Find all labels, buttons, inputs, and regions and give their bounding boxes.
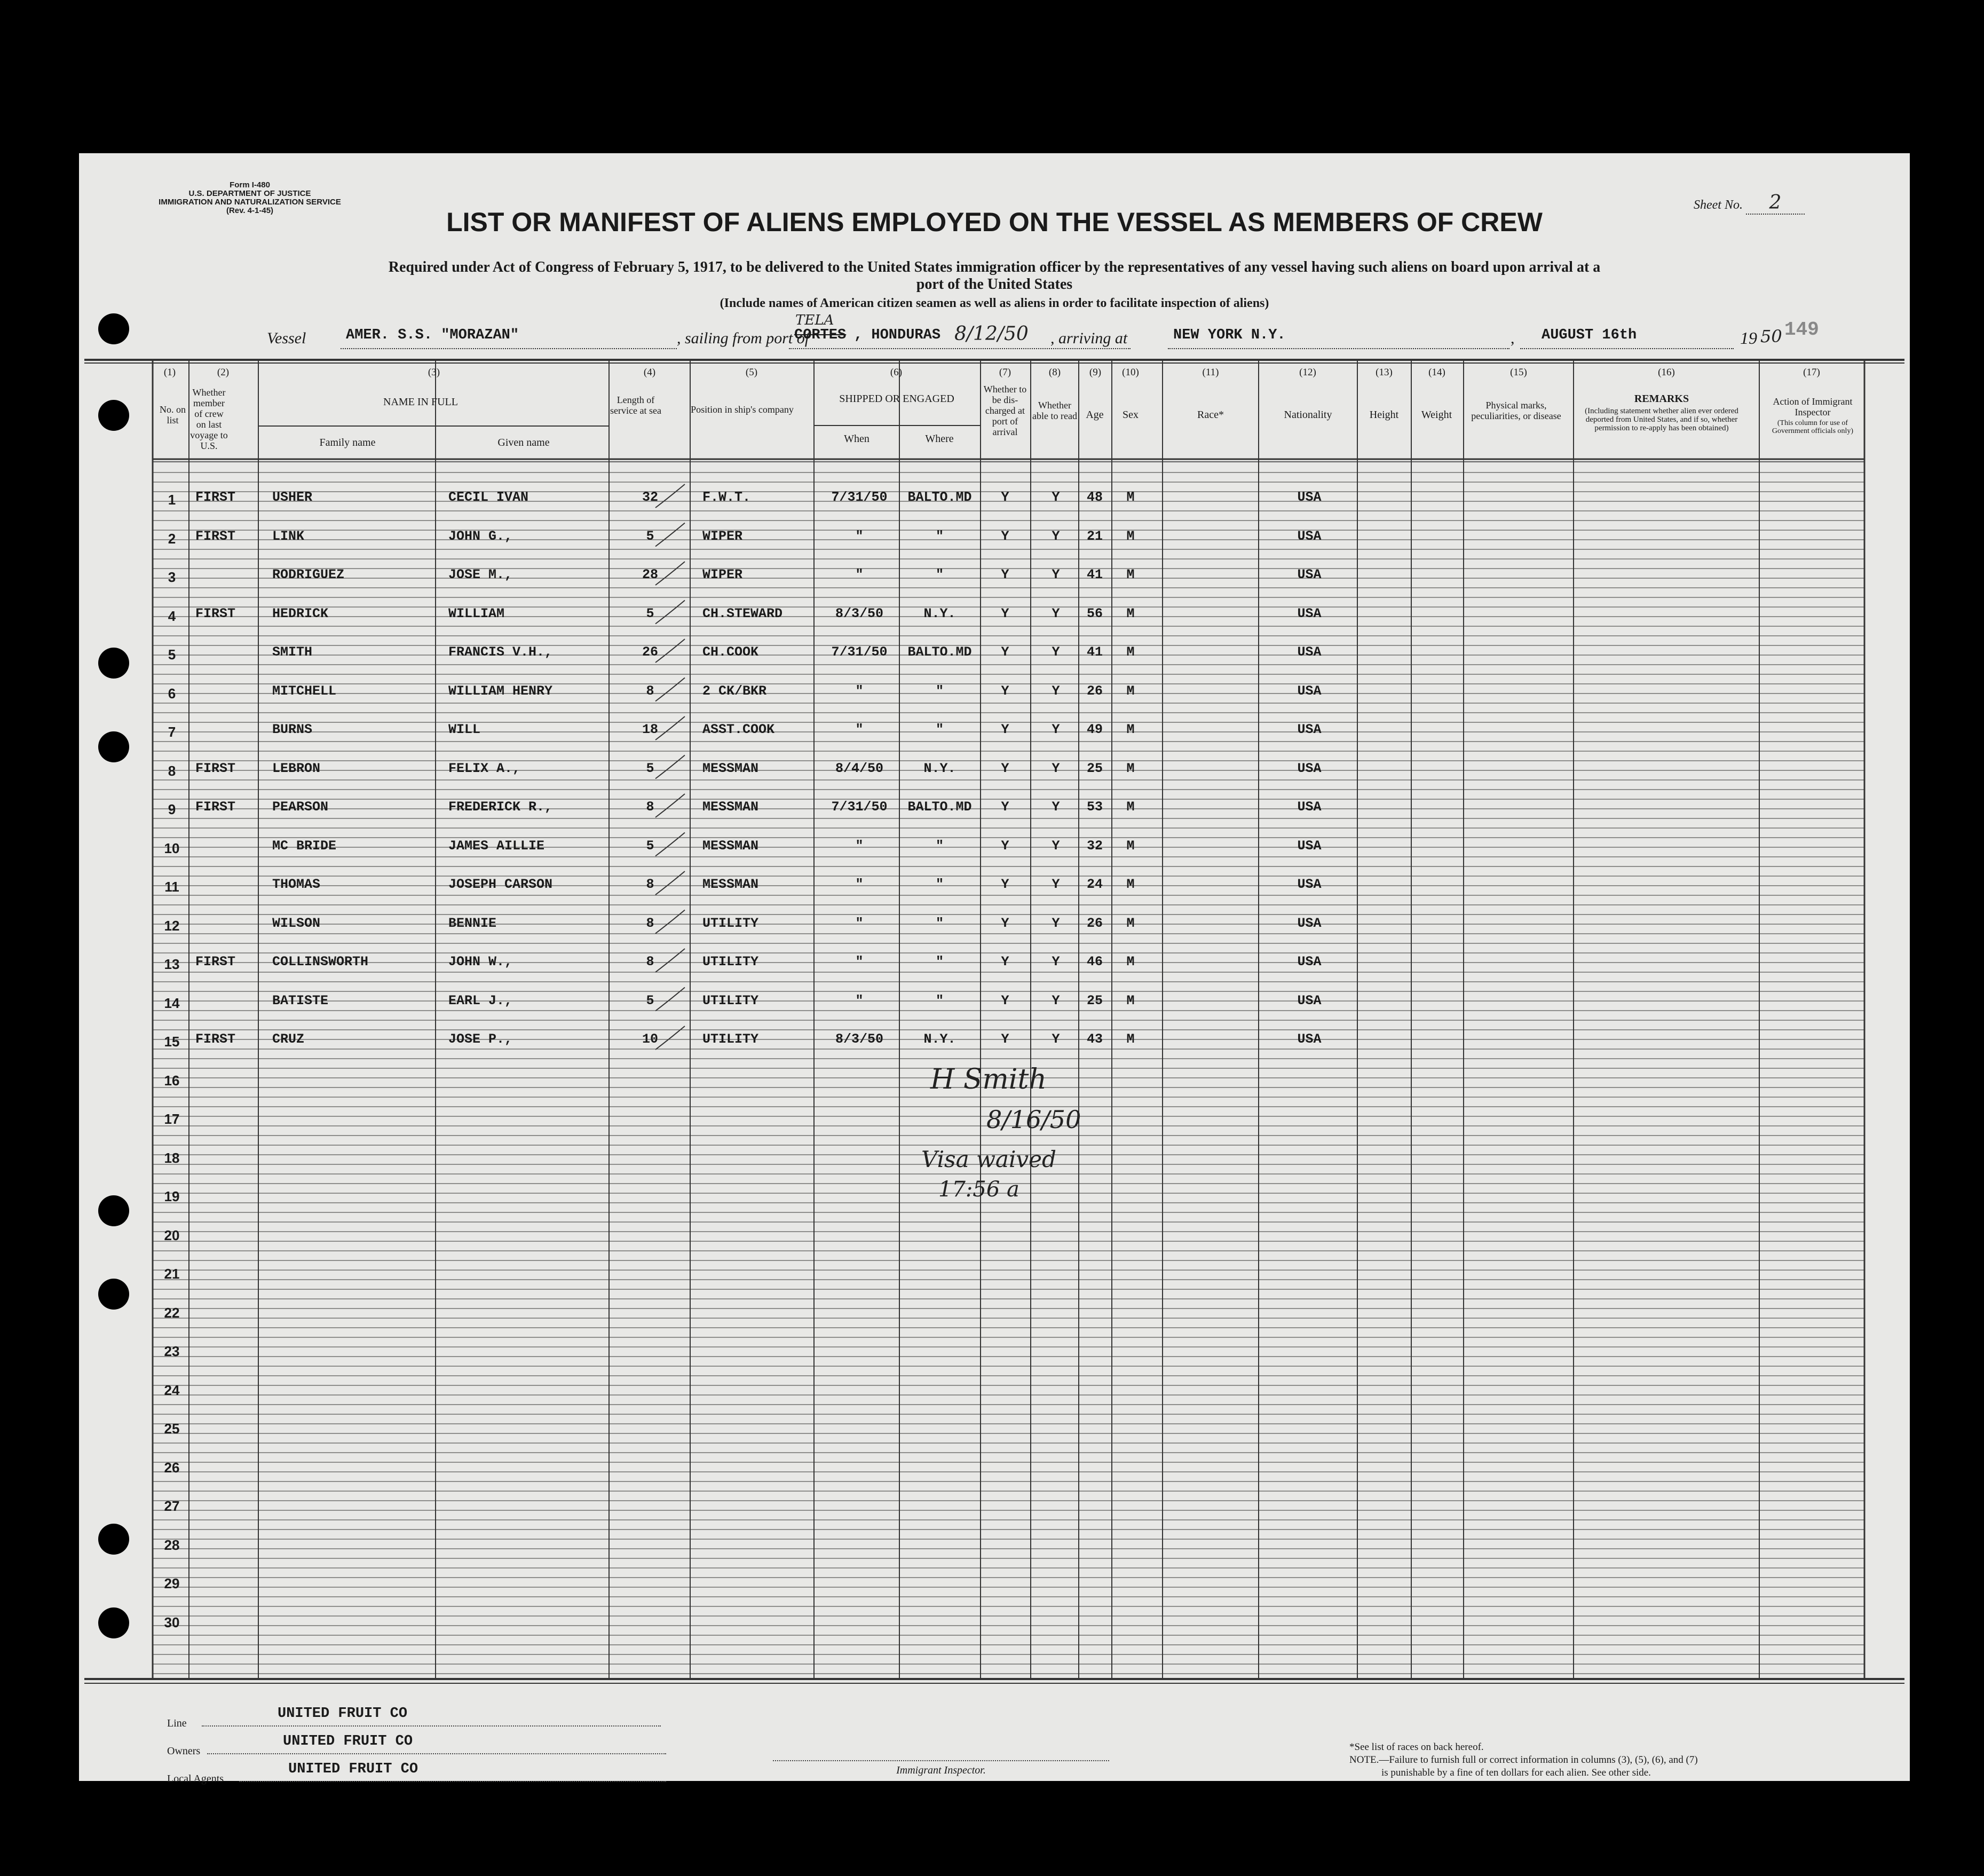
- header-physical-marks: Physical marks, peculiarities, or disease: [1471, 400, 1561, 421]
- row-number: 20: [164, 1227, 180, 1243]
- header-inspector-detail: (This column for use of Government officials only): [1772, 419, 1854, 435]
- cell-read: Y: [1052, 915, 1060, 931]
- cell-family: PEARSON: [272, 799, 329, 815]
- column-number: (12): [1299, 367, 1316, 378]
- cell-sex: M: [1126, 683, 1135, 699]
- row-number: 3: [168, 569, 176, 585]
- cell-when: 8/3/50: [835, 605, 883, 621]
- cell-nationality: USA: [1297, 683, 1322, 699]
- cell-when: 7/31/50: [831, 799, 888, 815]
- cell-when: ": [855, 877, 864, 892]
- cell-read: Y: [1052, 644, 1060, 660]
- cell-sex: M: [1126, 760, 1135, 776]
- header-discharged: Whether to be dis-charged at port of arrival: [983, 384, 1027, 437]
- cell-when: 7/31/50: [831, 490, 888, 505]
- cell-nationality: USA: [1297, 490, 1322, 505]
- cell-discharged: Y: [1001, 915, 1009, 931]
- cell-service: 8: [646, 799, 654, 815]
- header-position: Position in ship's company: [691, 404, 794, 415]
- handwritten-initials: H Smith: [930, 1063, 1047, 1095]
- cell-age: 32: [1086, 838, 1103, 854]
- cell-age: 41: [1086, 644, 1103, 660]
- row-number: 5: [168, 647, 176, 663]
- cell-age: 48: [1086, 490, 1103, 505]
- row-number: 21: [164, 1266, 180, 1282]
- cell-where: ": [935, 877, 944, 892]
- cell-age: 26: [1086, 915, 1103, 931]
- row-number: 13: [164, 956, 180, 972]
- cell-sex: M: [1126, 877, 1135, 892]
- cell-last-voyage: FIRST: [195, 490, 236, 505]
- form-service: IMMIGRATION AND NATURALIZATION SERVICE: [159, 198, 341, 207]
- cell-sex: M: [1126, 722, 1135, 737]
- cell-given: WILLIAM HENRY: [448, 683, 553, 699]
- cell-service: 8: [646, 683, 654, 699]
- cell-service: 8: [646, 915, 654, 931]
- cell-discharged: Y: [1001, 1031, 1009, 1047]
- cell-sex: M: [1126, 644, 1135, 660]
- column-number: (9): [1089, 367, 1102, 378]
- cell-where: BALTO.MD: [907, 799, 972, 815]
- inspector-label: Immigrant Inspector.: [896, 1764, 986, 1776]
- handwritten-code: 17:56 a: [938, 1177, 1019, 1202]
- cell-position: 2 CK/BKR: [702, 683, 767, 699]
- column-number: (7): [999, 367, 1011, 378]
- subtitle-2: port of the United States: [916, 276, 1073, 293]
- cell-position: MESSMAN: [702, 838, 759, 854]
- cell-where: ": [935, 567, 944, 582]
- cell-discharged: Y: [1001, 528, 1009, 544]
- cell-sex: M: [1126, 490, 1135, 505]
- cell-service: 5: [646, 992, 654, 1008]
- year-prefix: 19: [1740, 328, 1757, 348]
- column-number: (16): [1658, 367, 1675, 378]
- cell-service: 5: [646, 760, 654, 776]
- handwritten-visa: Visa waived: [921, 1146, 1056, 1172]
- row-number: 9: [168, 801, 176, 817]
- cell-read: Y: [1052, 683, 1060, 699]
- cell-read: Y: [1052, 567, 1060, 582]
- cell-family: BATISTE: [272, 992, 329, 1008]
- row-number: 2: [168, 530, 176, 547]
- cell-where: N.Y.: [923, 1031, 956, 1047]
- footer-agents-label: Local Agents: [167, 1773, 224, 1785]
- footer-agents-rule: [239, 1781, 666, 1782]
- row-number: 18: [164, 1149, 180, 1166]
- cell-service: 5: [646, 838, 654, 854]
- header-shipped: SHIPPED OR ENGAGED: [839, 393, 954, 405]
- cell-family: MITCHELL: [272, 683, 337, 699]
- footer-agents-value: UNITED FRUIT CO: [288, 1761, 418, 1777]
- cell-sex: M: [1126, 1031, 1135, 1047]
- cell-family: HEDRICK: [272, 605, 329, 621]
- cell-sex: M: [1126, 528, 1135, 544]
- cell-when: ": [855, 915, 864, 931]
- cell-nationality: USA: [1297, 528, 1322, 544]
- cell-given: WILLIAM: [448, 605, 505, 621]
- cell-where: ": [935, 683, 944, 699]
- cell-discharged: Y: [1001, 490, 1009, 505]
- header-when: When: [844, 433, 870, 445]
- column-number: (17): [1803, 367, 1820, 378]
- sheet-label: Sheet No.: [1694, 198, 1743, 212]
- cell-discharged: Y: [1001, 567, 1009, 582]
- row-number: 22: [164, 1304, 180, 1321]
- cell-last-voyage: FIRST: [195, 760, 236, 776]
- row-number: 10: [164, 840, 180, 856]
- cell-position: WIPER: [702, 528, 743, 544]
- cell-position: UTILITY: [702, 1031, 759, 1047]
- form-dept: U.S. DEPARTMENT OF JUSTICE: [188, 189, 311, 198]
- cell-age: 56: [1086, 605, 1103, 621]
- row-number: 27: [164, 1498, 180, 1514]
- cell-nationality: USA: [1297, 644, 1322, 660]
- cell-position: MESSMAN: [702, 760, 759, 776]
- row-number: 29: [164, 1575, 180, 1591]
- cell-read: Y: [1052, 1031, 1060, 1047]
- header-remarks: REMARKS: [1634, 393, 1689, 405]
- cell-age: 25: [1086, 760, 1103, 776]
- cell-position: MESSMAN: [702, 877, 759, 892]
- cell-given: CECIL IVAN: [448, 490, 529, 505]
- cell-where: ": [935, 915, 944, 931]
- cell-nationality: USA: [1297, 1031, 1322, 1047]
- row-number: 11: [164, 879, 179, 895]
- cell-nationality: USA: [1297, 915, 1322, 931]
- cell-nationality: USA: [1297, 799, 1322, 815]
- cell-service: 10: [642, 1031, 658, 1047]
- cell-where: ": [935, 992, 944, 1008]
- cell-given: FELIX A.,: [448, 760, 521, 776]
- row-number: 16: [164, 1072, 180, 1089]
- cell-last-voyage: FIRST: [195, 605, 236, 621]
- cell-given: JOSE M.,: [448, 567, 513, 582]
- cell-age: 24: [1086, 877, 1103, 892]
- footer-owners-label: Owners: [167, 1745, 201, 1757]
- cell-sex: M: [1126, 799, 1135, 815]
- cell-service: 5: [646, 605, 654, 621]
- row-number: 28: [164, 1536, 180, 1553]
- sail-date: 8/12/50: [954, 323, 1029, 345]
- cell-position: UTILITY: [702, 915, 759, 931]
- cell-given: JOHN G.,: [448, 528, 513, 544]
- cell-discharged: Y: [1001, 954, 1009, 969]
- cell-service: 32: [642, 490, 658, 505]
- cell-read: Y: [1052, 528, 1060, 544]
- cell-where: N.Y.: [923, 605, 956, 621]
- column-number: (3): [428, 367, 440, 378]
- cell-read: Y: [1052, 490, 1060, 505]
- row-number: 1: [168, 492, 176, 508]
- cell-nationality: USA: [1297, 877, 1322, 892]
- cell-given: EARL J.,: [448, 992, 513, 1008]
- header-where: Where: [925, 433, 954, 445]
- cell-family: RODRIGUEZ: [272, 567, 345, 582]
- column-number: (1): [163, 367, 176, 378]
- subtitle-1: Required under Act of Congress of February 5, 1917, to be delivered to the United States immigration officer by the representatives of any vessel having such aliens on board upon arrival at a: [388, 259, 1601, 275]
- cell-when: 8/4/50: [835, 760, 883, 776]
- cell-given: JAMES AILLIE: [448, 838, 545, 854]
- cell-service: 28: [642, 567, 658, 582]
- cell-discharged: Y: [1001, 722, 1009, 737]
- cell-when: 8/3/50: [835, 1031, 883, 1047]
- cell-given: JOHN W.,: [448, 954, 513, 969]
- cell-when: ": [855, 528, 864, 544]
- column-number: (6): [890, 367, 903, 378]
- row-number: 24: [164, 1382, 180, 1398]
- cell-sex: M: [1126, 605, 1135, 621]
- header-nationality: Nationality: [1284, 409, 1332, 421]
- header-sex: Sex: [1123, 409, 1139, 421]
- cell-position: ASST.COOK: [702, 722, 775, 737]
- cell-when: ": [855, 954, 864, 969]
- column-number: (11): [1202, 367, 1219, 378]
- vessel-name: AMER. S.S. "MORAZAN": [346, 327, 519, 343]
- row-number: 26: [164, 1459, 180, 1476]
- cell-sex: M: [1126, 915, 1135, 931]
- cell-discharged: Y: [1001, 992, 1009, 1008]
- cell-nationality: USA: [1297, 992, 1322, 1008]
- cell-family: THOMAS: [272, 877, 321, 892]
- cell-age: 41: [1086, 567, 1103, 582]
- row-number: 12: [164, 917, 180, 934]
- cell-position: MESSMAN: [702, 799, 759, 815]
- cell-sex: M: [1126, 838, 1135, 854]
- cell-when: ": [855, 992, 864, 1008]
- header-last-voyage: Whether member of crew on last voyage to U.S.: [190, 387, 228, 451]
- footer-line-value: UNITED FRUIT CO: [278, 1706, 408, 1722]
- cell-age: 26: [1086, 683, 1103, 699]
- cell-nationality: USA: [1297, 567, 1322, 582]
- cell-age: 46: [1086, 954, 1103, 969]
- cell-discharged: Y: [1001, 799, 1009, 815]
- cell-read: Y: [1052, 799, 1060, 815]
- cell-family: LEBRON: [272, 760, 321, 776]
- cell-nationality: USA: [1297, 605, 1322, 621]
- cell-discharged: Y: [1001, 605, 1009, 621]
- page-title: LIST OR MANIFEST OF ALIENS EMPLOYED ON THE VESSEL AS MEMBERS OF CREW: [446, 207, 1543, 237]
- penalty-note-2: is punishable by a fine of ten dollars for each alien. See other side.: [1381, 1767, 1651, 1778]
- row-number: 30: [164, 1614, 180, 1630]
- cell-family: MC BRIDE: [272, 838, 337, 854]
- sailing-label: , sailing from port of: [677, 329, 810, 347]
- header-race: Race*: [1197, 409, 1224, 421]
- port-struck: CORTES: [794, 327, 847, 343]
- year-suffix: 50: [1760, 326, 1782, 346]
- column-number: (4): [643, 367, 656, 378]
- cell-position: CH.STEWARD: [702, 605, 783, 621]
- cell-where: BALTO.MD: [907, 490, 972, 505]
- cell-read: Y: [1052, 760, 1060, 776]
- row-number: 19: [164, 1188, 180, 1204]
- row-number: 8: [168, 762, 176, 779]
- cell-position: CH.COOK: [702, 644, 759, 660]
- column-number: (10): [1122, 367, 1139, 378]
- cell-position: WIPER: [702, 567, 743, 582]
- cell-when: ": [855, 683, 864, 699]
- row-number: 6: [168, 685, 176, 701]
- cell-position: UTILITY: [702, 992, 759, 1008]
- cell-sex: M: [1126, 992, 1135, 1008]
- row-number: 7: [168, 724, 176, 740]
- cell-nationality: USA: [1297, 760, 1322, 776]
- cell-position: F.W.T.: [702, 490, 751, 505]
- cell-family: LINK: [272, 528, 305, 544]
- cell-service: 5: [646, 528, 654, 544]
- cell-age: 49: [1086, 722, 1103, 737]
- cell-service: 8: [646, 954, 654, 969]
- cell-service: 8: [646, 877, 654, 892]
- cell-given: WILL: [448, 722, 481, 737]
- row-number: 23: [164, 1343, 180, 1359]
- cell-nationality: USA: [1297, 954, 1322, 969]
- header-remarks-detail: (Including statement whether alien ever ordered deported from United States, and if so, whether permission to re-apply has been obtained): [1585, 407, 1738, 432]
- cell-family: BURNS: [272, 722, 313, 737]
- cell-position: UTILITY: [702, 954, 759, 969]
- cell-when: 7/31/50: [831, 644, 888, 660]
- arriving-label: , arriving at: [1050, 329, 1128, 347]
- cell-read: Y: [1052, 722, 1060, 737]
- column-number: (14): [1428, 367, 1445, 378]
- cell-where: BALTO.MD: [907, 644, 972, 660]
- penalty-note-1: NOTE.—Failure to furnish full or correct information in columns (3), (5), (6), and (7): [1349, 1754, 1698, 1765]
- header-given-name: Given name: [497, 437, 550, 448]
- header-weight: Weight: [1421, 409, 1452, 421]
- cell-read: Y: [1052, 877, 1060, 892]
- cell-read: Y: [1052, 605, 1060, 621]
- inspector-rule: [773, 1760, 1109, 1761]
- cell-given: JOSE P.,: [448, 1031, 513, 1047]
- cell-discharged: Y: [1001, 644, 1009, 660]
- cell-last-voyage: FIRST: [195, 1031, 236, 1047]
- cell-last-voyage: FIRST: [195, 954, 236, 969]
- column-number: (15): [1510, 367, 1527, 378]
- cell-where: N.Y.: [923, 760, 956, 776]
- column-number: (5): [745, 367, 758, 378]
- cell-where: ": [935, 838, 944, 854]
- header-family-name: Family name: [319, 437, 376, 448]
- cell-nationality: USA: [1297, 838, 1322, 854]
- row-number: 4: [168, 608, 176, 624]
- column-number: (13): [1376, 367, 1393, 378]
- row-number: 17: [164, 1111, 180, 1127]
- cell-age: 21: [1086, 528, 1103, 544]
- footer-owners-value: UNITED FRUIT CO: [283, 1733, 413, 1749]
- row-number: 15: [164, 1034, 180, 1050]
- cell-sex: M: [1126, 954, 1135, 969]
- cell-read: Y: [1052, 992, 1060, 1008]
- cell-read: Y: [1052, 954, 1060, 969]
- row-number: 25: [164, 1421, 180, 1437]
- header-read: Whether able to read: [1032, 400, 1077, 421]
- form-number: Form I-480: [230, 180, 270, 190]
- cell-family: CRUZ: [272, 1031, 305, 1047]
- footer-owners-rule: [207, 1753, 666, 1754]
- cell-discharged: Y: [1001, 877, 1009, 892]
- footer-line-rule: [202, 1725, 661, 1727]
- cell-where: ": [935, 722, 944, 737]
- footer-line-label: Line: [167, 1717, 187, 1729]
- manifest-sheet: [79, 153, 1910, 1785]
- header-inspector: Action of Immigrant Inspector: [1773, 396, 1853, 417]
- cell-age: 53: [1086, 799, 1103, 815]
- header-service: Length of service at sea: [610, 395, 661, 416]
- cell-nationality: USA: [1297, 722, 1322, 737]
- header-height: Height: [1369, 409, 1399, 421]
- stamp-number: 149: [1784, 319, 1819, 341]
- header-name: NAME IN FULL: [383, 396, 458, 408]
- cell-read: Y: [1052, 838, 1060, 854]
- cell-family: COLLINSWORTH: [272, 954, 369, 969]
- cell-discharged: Y: [1001, 760, 1009, 776]
- column-number: (8): [1048, 367, 1061, 378]
- subtitle-3: (Include names of American citizen seamen as well as aliens in order to facilitate inspection of aliens): [720, 296, 1269, 310]
- form-rev: (Rev. 4-1-45): [226, 206, 274, 215]
- cell-given: FREDERICK R.,: [448, 799, 553, 815]
- header-no: No. on list: [160, 404, 186, 425]
- race-note: *See list of races on back hereof.: [1349, 1741, 1484, 1753]
- arrival-date: AUGUST 16th: [1542, 327, 1637, 343]
- cell-when: ": [855, 567, 864, 582]
- cell-discharged: Y: [1001, 683, 1009, 699]
- cell-where: ": [935, 954, 944, 969]
- port-handwritten: TELA: [795, 312, 834, 328]
- cell-given: BENNIE: [448, 915, 497, 931]
- vessel-label: Vessel: [267, 329, 306, 347]
- cell-where: ": [935, 528, 944, 544]
- handwritten-date: 8/16/50: [986, 1105, 1081, 1134]
- cell-given: FRANCIS V.H.,: [448, 644, 553, 660]
- cell-when: ": [855, 838, 864, 854]
- cell-family: SMITH: [272, 644, 313, 660]
- cell-family: USHER: [272, 490, 313, 505]
- cell-family: WILSON: [272, 915, 321, 931]
- departure-country: , HONDURAS: [854, 327, 941, 343]
- column-number: (2): [217, 367, 230, 378]
- cell-age: 43: [1086, 1031, 1103, 1047]
- comma: ,: [1511, 329, 1515, 347]
- arrival-port: NEW YORK N.Y.: [1173, 327, 1286, 343]
- cell-last-voyage: FIRST: [195, 799, 236, 815]
- cell-discharged: Y: [1001, 838, 1009, 854]
- cell-service: 26: [642, 644, 658, 660]
- cell-when: ": [855, 722, 864, 737]
- header-age: Age: [1086, 409, 1104, 421]
- row-number: 14: [164, 995, 180, 1011]
- cell-age: 25: [1086, 992, 1103, 1008]
- cell-sex: M: [1126, 567, 1135, 582]
- cell-last-voyage: FIRST: [195, 528, 236, 544]
- sheet-value: 2: [1746, 192, 1805, 215]
- cell-service: 18: [642, 722, 658, 737]
- cell-given: JOSEPH CARSON: [448, 877, 553, 892]
